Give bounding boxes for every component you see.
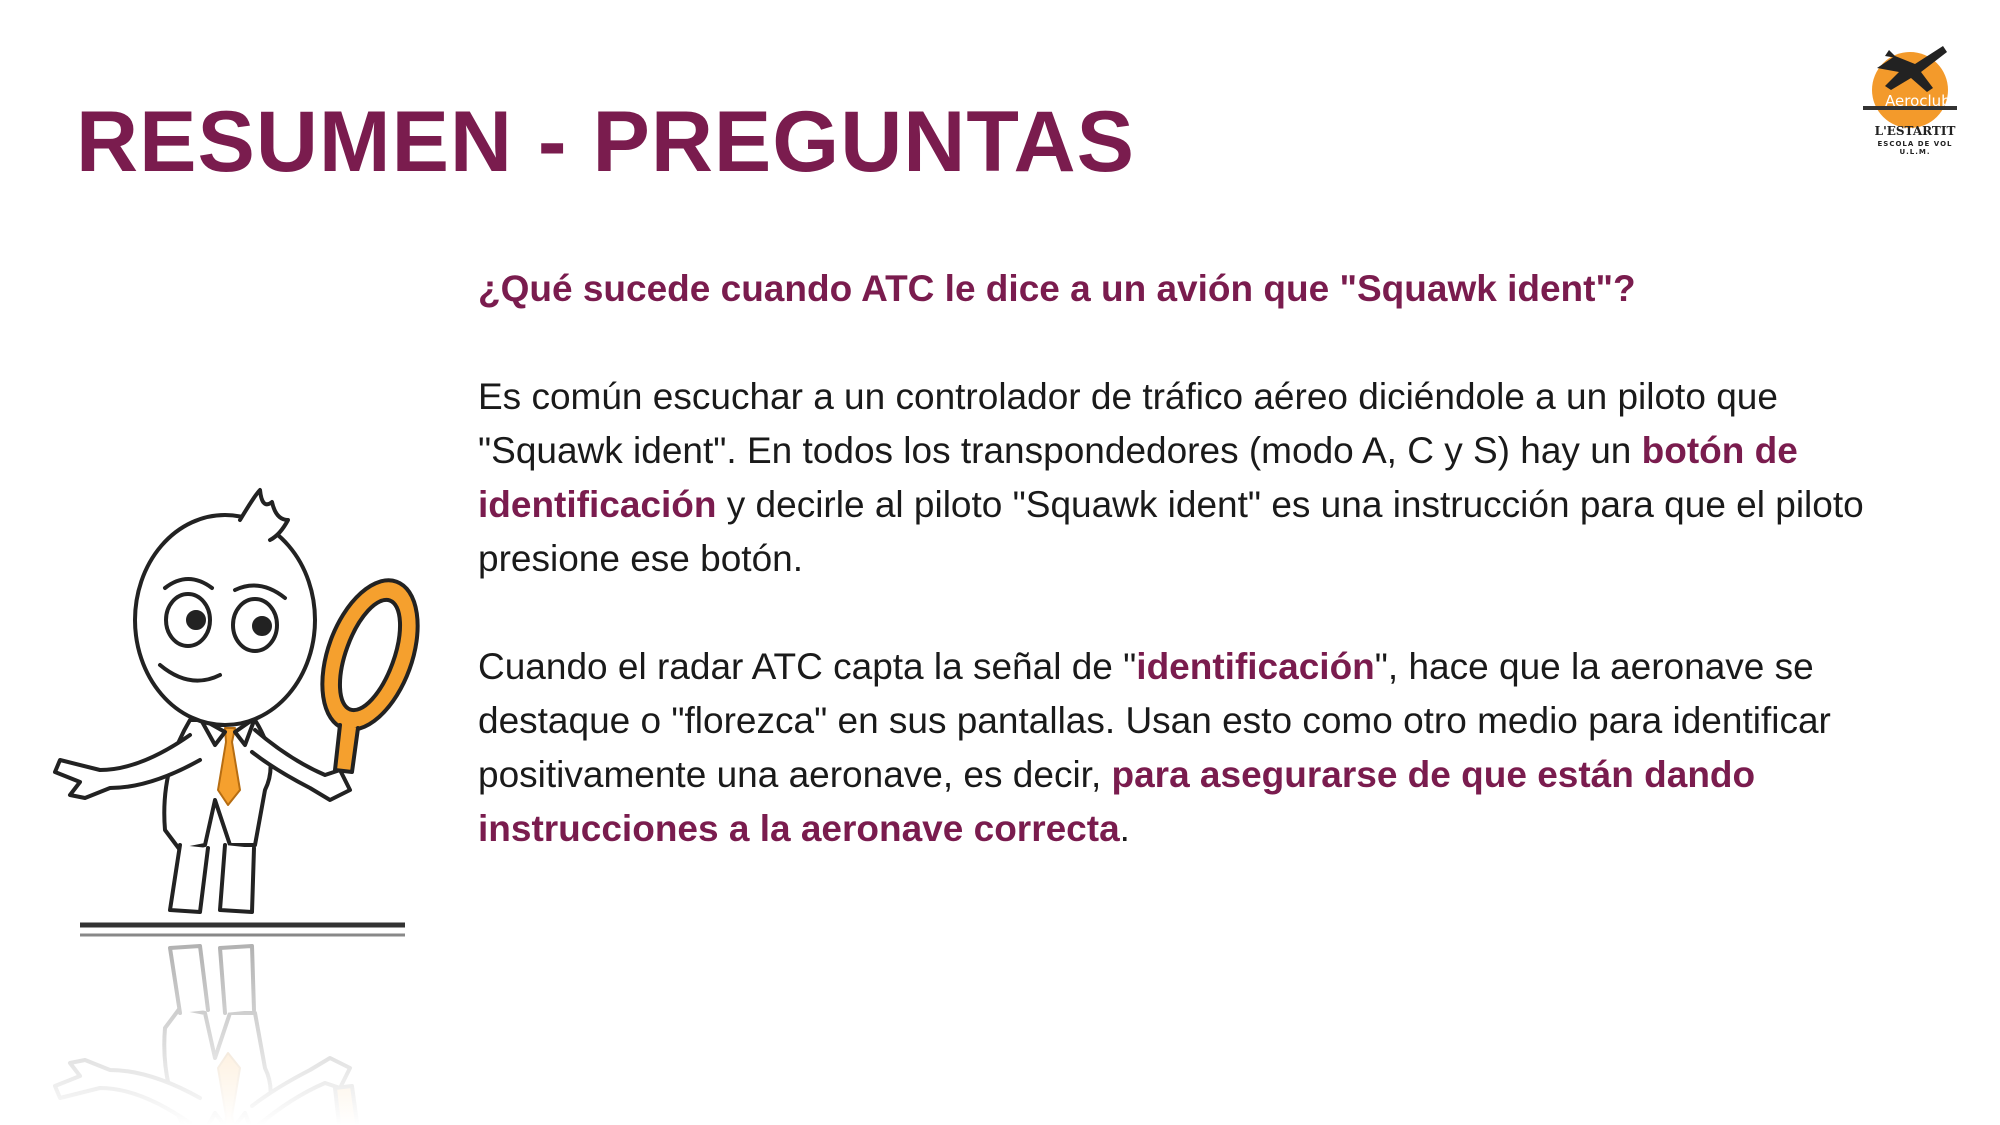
paragraph-1-text-end: y decirle al piloto "Squawk ident" es una instrucción para que el piloto presione ese botón. [478,484,1864,579]
logo-line-1: Aeroclub [1885,92,1951,110]
paragraph-1-text: Es común escuchar a un controlador de tráfico aéreo diciéndole a un piloto que "Squawk ident". En todos los transpondedores (modo A, C y S) hay un [478,376,1778,471]
paragraph-1 [478,370,1928,586]
paragraph-1-highlight: botón de identificación [478,430,1798,525]
paragraph-2-text-middle: ", hace que la aeronave se destaque o "florezca" en sus pantallas. Usan esto como otro medio para identificar positivamente una aeronave, es decir, [478,646,1831,795]
page-title: RESUMEN - PREGUNTAS [76,94,1136,190]
magnifying-glass-man-illustration [40,470,480,1125]
logo-line-3: ESCOLA DE VOL U.L.M. [1877,140,1953,156]
logo-line-2: L'ESTARTIT [1874,124,1956,138]
paragraph-2 [478,640,1928,856]
paragraph-2-highlight-1: identificación [1136,646,1375,687]
content-block [478,262,1928,910]
paragraph-2-text: Cuando el radar ATC capta la señal de " [478,646,1137,687]
paragraph-2-text-end: . [1119,808,1130,849]
question-heading: ¿Qué sucede cuando ATC le dice a un avión que "Squawk ident"? [478,268,1636,309]
paragraph-2-highlight-2: para asegurarse de que están dando instrucciones a la aeronave correcta [478,754,1756,849]
